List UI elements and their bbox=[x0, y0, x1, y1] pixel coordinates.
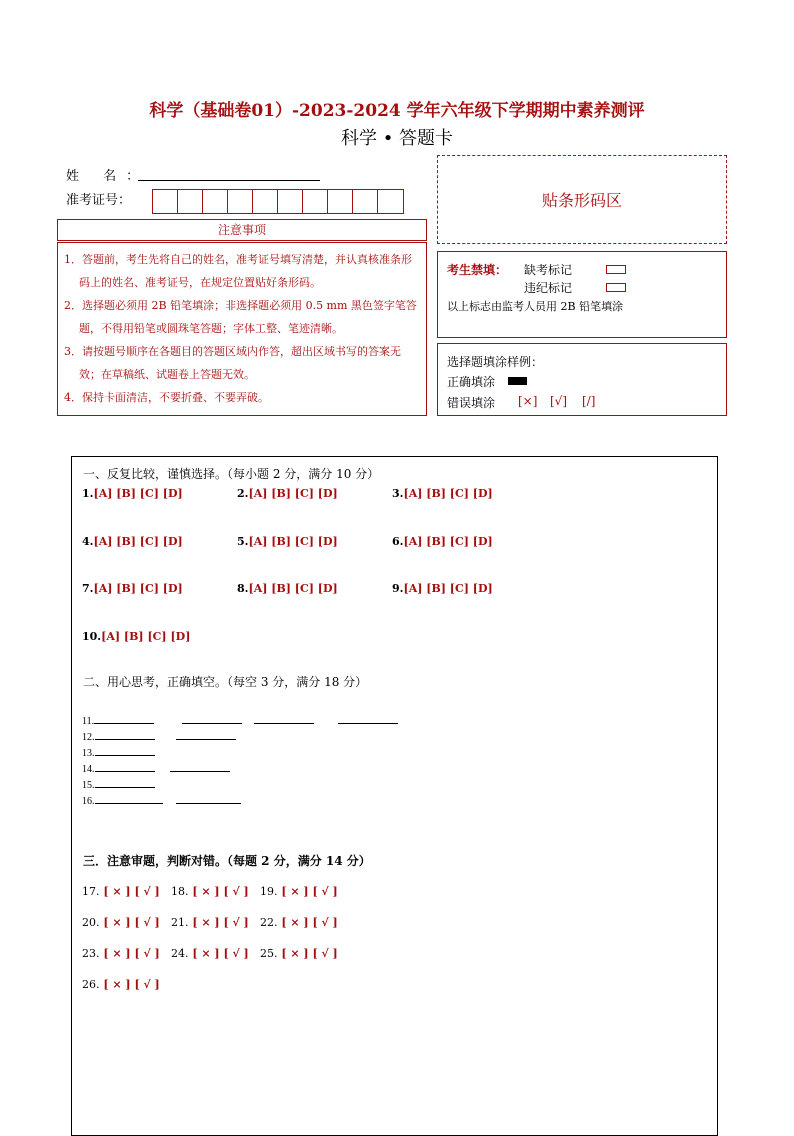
wrong-example: [×] bbox=[518, 394, 538, 408]
fill-question[interactable]: 12. bbox=[82, 729, 155, 743]
violation-checkbox[interactable] bbox=[606, 283, 626, 292]
fill-question[interactable]: 14. bbox=[82, 761, 155, 775]
notice-list bbox=[57, 242, 427, 416]
proctor-title: 考生禁填： bbox=[447, 263, 508, 277]
exam-id-digit-box[interactable] bbox=[203, 190, 228, 213]
tf-question[interactable]: 26. [ × ] [ √ ] bbox=[82, 978, 160, 991]
exam-id-digit-box[interactable] bbox=[153, 190, 178, 213]
proctor-note: 以上标志由监考人员用 2B 铅笔填涂 bbox=[447, 300, 624, 313]
proctor-box bbox=[437, 251, 727, 338]
section3-heading: 三．注意审题，判断对错。（每题 2 分，满分 14 分） bbox=[83, 854, 371, 868]
tf-question[interactable]: 21. [ × ] [ √ ] bbox=[171, 916, 249, 929]
fill-blank[interactable] bbox=[338, 713, 398, 727]
mc-question[interactable]: 1.[A] [B] [C] [D] bbox=[82, 487, 183, 500]
mc-question[interactable]: 9.[A] [B] [C] [D] bbox=[392, 582, 493, 595]
absent-checkbox[interactable] bbox=[606, 265, 626, 274]
fill-sample-box bbox=[437, 343, 727, 416]
filled-mark-icon bbox=[508, 377, 527, 385]
exam-id-label: 准考证号： bbox=[66, 193, 132, 208]
answer-area bbox=[71, 456, 718, 1136]
correct-label: 正确填涂 bbox=[447, 375, 496, 389]
tf-question[interactable]: 25. [ × ] [ √ ] bbox=[260, 947, 338, 960]
exam-id-digit-box[interactable] bbox=[228, 190, 253, 213]
fill-blank[interactable] bbox=[182, 713, 242, 727]
fill-question[interactable]: 11. bbox=[82, 713, 154, 727]
fill-blank[interactable] bbox=[176, 729, 236, 743]
exam-id-digit-box[interactable] bbox=[353, 190, 378, 213]
mc-question[interactable]: 4.[A] [B] [C] [D] bbox=[82, 535, 183, 548]
wrong-example: [√] bbox=[550, 394, 568, 408]
tf-question[interactable]: 17. [ × ] [ √ ] bbox=[82, 885, 160, 898]
fill-question[interactable]: 16. bbox=[82, 793, 163, 807]
wrong-example: [/] bbox=[582, 394, 596, 408]
absent-label: 缺考标记 bbox=[524, 263, 573, 277]
wrong-label: 错误填涂 bbox=[447, 396, 496, 410]
tf-question[interactable]: 20. [ × ] [ √ ] bbox=[82, 916, 160, 929]
notice-item: 3．请按题号顺序在各题目的答题区域内作答，超出区域书写的答案无效；在草稿纸、试题卷上答题无效。 bbox=[64, 345, 401, 381]
mc-question[interactable]: 7.[A] [B] [C] [D] bbox=[82, 582, 183, 595]
exam-id-digit-box[interactable] bbox=[278, 190, 303, 213]
exam-id-digit-box[interactable] bbox=[253, 190, 278, 213]
notice-title: 注意事项 bbox=[57, 219, 427, 241]
exam-id-digit-box[interactable] bbox=[303, 190, 328, 213]
sample-title: 选择题填涂样例： bbox=[447, 355, 544, 369]
tf-question[interactable]: 19. [ × ] [ √ ] bbox=[260, 885, 338, 898]
exam-id-digit-box[interactable] bbox=[328, 190, 353, 213]
exam-id-digit-box[interactable] bbox=[178, 190, 203, 213]
fill-question[interactable]: 13. bbox=[82, 745, 155, 759]
mc-question[interactable]: 3.[A] [B] [C] [D] bbox=[392, 487, 493, 500]
mc-question[interactable]: 6.[A] [B] [C] [D] bbox=[392, 535, 493, 548]
notice-item: 1．答题前，考生先将自己的姓名，准考证号填写清楚，并认真核准条形码上的姓名、准考证号，在规定位置贴好条形码。 bbox=[64, 253, 412, 289]
mc-question[interactable]: 10.[A] [B] [C] [D] bbox=[82, 630, 191, 643]
tf-question[interactable]: 18. [ × ] [ √ ] bbox=[171, 885, 249, 898]
tf-question[interactable]: 24. [ × ] [ √ ] bbox=[171, 947, 249, 960]
notice-item: 2．选择题必须用 2B 铅笔填涂；非选择题必须用 0.5 mm 黑色签字笔答题，不得用铅笔或圆珠笔答题；字体工整、笔迹清晰。 bbox=[64, 299, 417, 335]
page-title: 科学（基础卷01）-2023-2024 学年六年级下学期期中素养测评 bbox=[149, 101, 645, 121]
mc-question[interactable]: 5.[A] [B] [C] [D] bbox=[237, 535, 338, 548]
exam-id-digit-box[interactable] bbox=[378, 190, 403, 213]
fill-blank[interactable] bbox=[170, 761, 230, 775]
barcode-area: 贴条形码区 bbox=[437, 155, 727, 244]
exam-id-boxes[interactable] bbox=[152, 189, 404, 214]
tf-question[interactable]: 22. [ × ] [ √ ] bbox=[260, 916, 338, 929]
violation-label: 违纪标记 bbox=[524, 281, 573, 295]
fill-blank[interactable] bbox=[254, 713, 314, 727]
section2-heading: 二、用心思考，正确填空。（每空 3 分，满分 18 分） bbox=[83, 675, 368, 689]
section1-heading: 一、反复比较，谨慎选择。（每小题 2 分，满分 10 分） bbox=[83, 467, 380, 481]
fill-blank[interactable] bbox=[176, 793, 241, 807]
fill-question[interactable]: 15. bbox=[82, 777, 155, 791]
mc-question[interactable]: 8.[A] [B] [C] [D] bbox=[237, 582, 338, 595]
mc-question[interactable]: 2.[A] [B] [C] [D] bbox=[237, 487, 338, 500]
tf-question[interactable]: 23. [ × ] [ √ ] bbox=[82, 947, 160, 960]
notice-item: 4．保持卡面清洁，不要折叠、不要弄破。 bbox=[64, 391, 269, 404]
name-label: 姓 名： bbox=[66, 169, 150, 184]
name-field[interactable] bbox=[138, 180, 320, 181]
page-subtitle: 科学 • 答题卡 bbox=[340, 128, 454, 149]
